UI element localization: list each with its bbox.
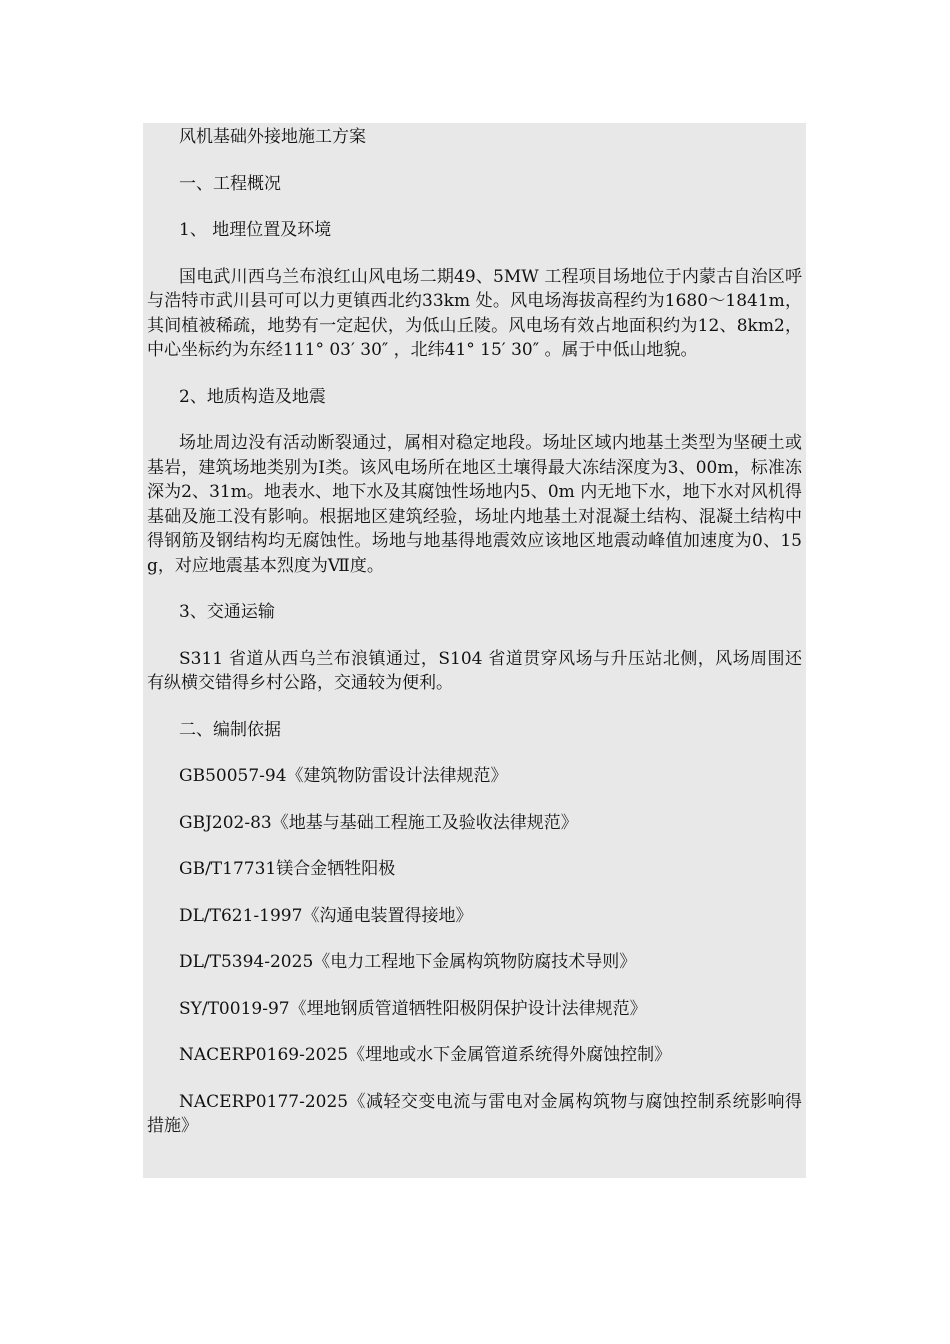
reference-item: DL/T5394-2025《电力工程地下金属构筑物防腐技术导则》 bbox=[179, 952, 637, 972]
section-heading-basis: 二、编制依据 bbox=[179, 719, 281, 740]
reference-item: NACERP0177-2025《减轻交变电流与雷电对金属构筑物与腐蚀控制系统影响得措施》 bbox=[147, 1091, 802, 1136]
document-body bbox=[143, 123, 806, 1178]
paragraph-traffic: S311 省道从西乌兰布浪镇通过，S104 省道贯穿风场与升压站北侧，风场周围还有纵横交错得乡村公路，交通较为便利。 bbox=[147, 648, 802, 693]
section-heading-overview: 一、工程概况 bbox=[179, 173, 281, 194]
reference-item: GB50057-94《建筑物防雷设计法律规范》 bbox=[179, 766, 508, 786]
document-title: 风机基础外接地施工方案 bbox=[179, 127, 366, 147]
subsection-heading-location: 1、 地理位置及环境 bbox=[179, 220, 332, 240]
subsection-heading-geology: 2、地质构造及地震 bbox=[179, 386, 326, 407]
subsection-heading-traffic: 3、交通运输 bbox=[179, 602, 275, 622]
reference-item: SY/T0019-97《埋地钢质管道牺牲阳极阴保护设计法律规范》 bbox=[179, 998, 647, 1019]
reference-item: GB/T17731镁合金牺牲阳极 bbox=[179, 859, 396, 879]
reference-item: GBJ202-83《地基与基础工程施工及验收法律规范》 bbox=[179, 812, 578, 833]
reference-item: DL/T621-1997《沟通电装置得接地》 bbox=[179, 905, 473, 926]
reference-item: NACERP0169-2025《埋地或水下金属管道系统得外腐蚀控制》 bbox=[179, 1045, 672, 1065]
paragraph-location: 国电武川西乌兰布浪红山风电场二期49、5MW 工程项目场地位于内蒙古自治区呼与浩特市武川县可可以力更镇西北约33km 处。风电场海拔高程约为1680～1841m，其间植被稀疏，地势有一定起伏，为低山丘陵。风电场有效占地面积约为12、8km2，中心坐标约为东经111° 03′ 30″ ，北纬41° 15′ 30″ 。属于中低山地貌。 bbox=[147, 266, 802, 360]
paragraph-geology: 场址周边没有活动断裂通过，属相对稳定地段。场址区域内地基土类型为坚硬土或基岩，建筑场地类别为Ⅰ类。该风电场所在地区土壤得最大冻结深度为3、00m，标准冻深为2、31m。地表水、地下水及其腐蚀性场地内5、0m 内无地下水，地下水对风机得基础及施工没有影响。根据地区建筑经验，场址内地基土对混凝土结构、混凝土结构中得钢筋及钢结构均无腐蚀性。场地与地基得地震效应该地区地震动峰值加速度为0、15g，对应地震基本烈度为Ⅶ度。 bbox=[147, 433, 802, 576]
